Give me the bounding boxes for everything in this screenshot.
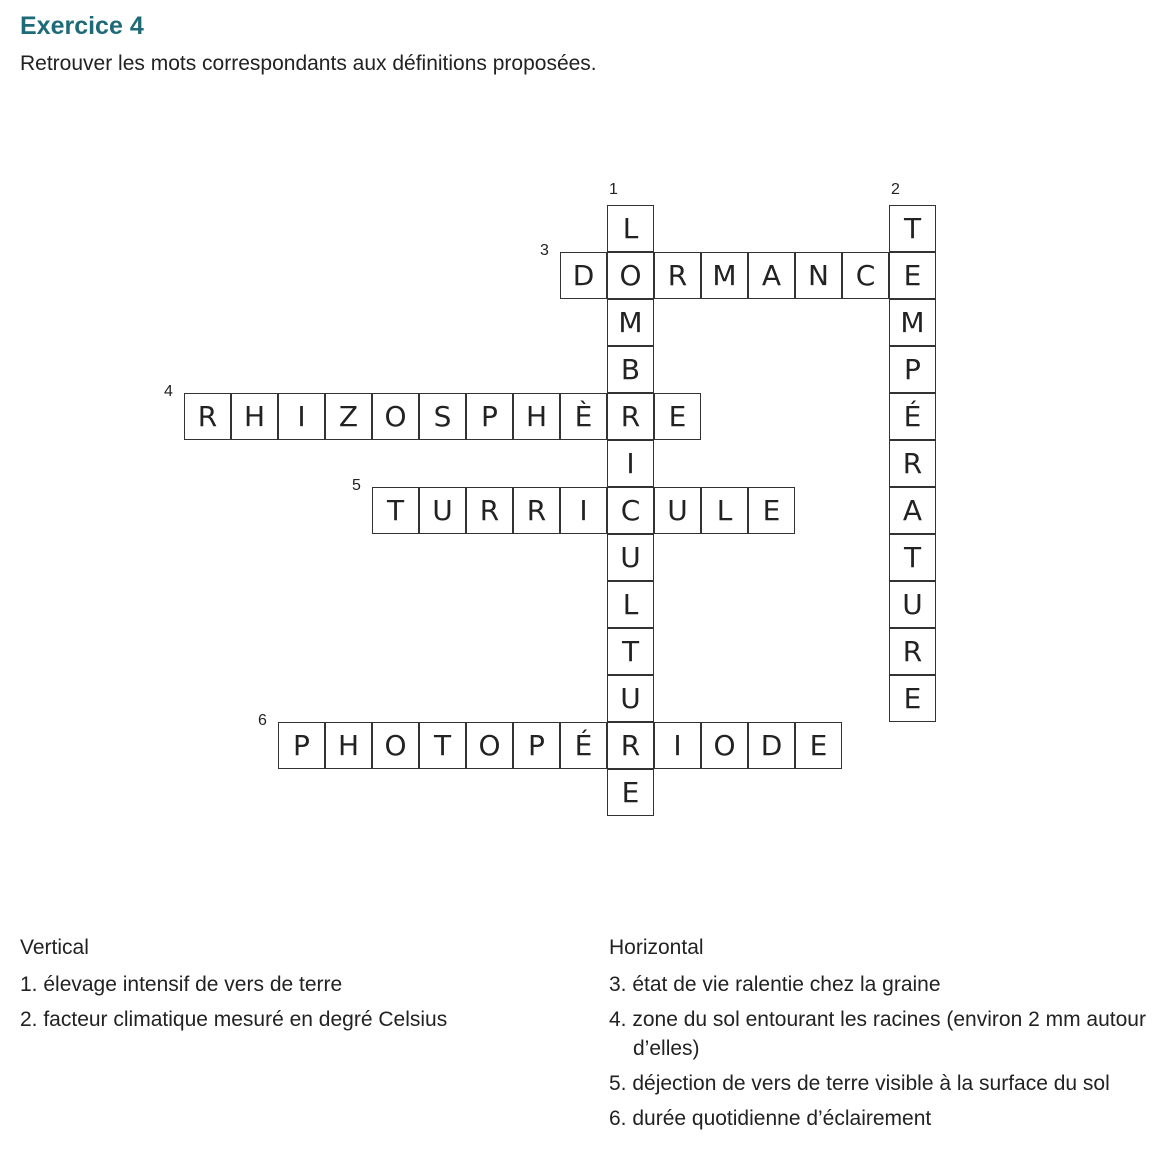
- grid-cell[interactable]: E: [748, 487, 795, 534]
- horizontal-clue-6: 6. durée quotidienne d’éclairement: [609, 1107, 932, 1130]
- grid-cell[interactable]: R: [889, 440, 936, 487]
- grid-cell[interactable]: A: [889, 487, 936, 534]
- grid-cell[interactable]: O: [372, 722, 419, 769]
- grid-cell[interactable]: E: [654, 393, 701, 440]
- vertical-clue-list: [20, 970, 560, 1040]
- grid-cell[interactable]: T: [889, 205, 936, 252]
- grid-cell[interactable]: R: [607, 393, 654, 440]
- grid-cell[interactable]: H: [513, 393, 560, 440]
- grid-cell[interactable]: L: [607, 205, 654, 252]
- grid-cell[interactable]: P: [513, 722, 560, 769]
- grid-cell[interactable]: L: [701, 487, 748, 534]
- exercise-title: Exercice 4: [20, 12, 144, 40]
- clue-number-1: 1: [609, 181, 618, 198]
- grid-cell[interactable]: T: [889, 534, 936, 581]
- grid-cell[interactable]: E: [889, 252, 936, 299]
- grid-cell[interactable]: O: [372, 393, 419, 440]
- grid-cell[interactable]: E: [607, 769, 654, 816]
- vertical-heading: Vertical: [20, 936, 89, 959]
- horizontal-clue-5: 5. déjection de vers de terre visible à la surface du sol: [609, 1072, 1110, 1095]
- exercise-instruction: Retrouver les mots correspondants aux définitions proposées.: [20, 52, 597, 75]
- grid-cell[interactable]: D: [560, 252, 607, 299]
- grid-cell[interactable]: P: [889, 346, 936, 393]
- grid-cell[interactable]: P: [466, 393, 513, 440]
- vertical-clue-1: 1. élevage intensif de vers de terre: [20, 973, 343, 996]
- grid-cell[interactable]: B: [607, 346, 654, 393]
- horizontal-clue-3: 3. état de vie ralentie chez la graine: [609, 973, 941, 996]
- grid-cell[interactable]: T: [419, 722, 466, 769]
- grid-cell[interactable]: U: [607, 534, 654, 581]
- grid-cell[interactable]: P: [278, 722, 325, 769]
- grid-cell[interactable]: E: [795, 722, 842, 769]
- grid-cell[interactable]: R: [466, 487, 513, 534]
- clue-number-2: 2: [891, 181, 900, 198]
- grid-cell[interactable]: U: [419, 487, 466, 534]
- horizontal-clue-list: [609, 970, 1154, 1139]
- grid-cell[interactable]: U: [654, 487, 701, 534]
- grid-cell[interactable]: M: [889, 299, 936, 346]
- grid-cell[interactable]: O: [701, 722, 748, 769]
- grid-cell[interactable]: M: [607, 299, 654, 346]
- grid-cell[interactable]: È: [560, 393, 607, 440]
- grid-cell[interactable]: O: [466, 722, 513, 769]
- grid-cell[interactable]: E: [889, 675, 936, 722]
- grid-cell[interactable]: C: [842, 252, 889, 299]
- clue-number-5: 5: [352, 477, 361, 494]
- grid-cell[interactable]: T: [607, 628, 654, 675]
- grid-cell[interactable]: I: [278, 393, 325, 440]
- grid-cell[interactable]: R: [513, 487, 560, 534]
- clue-number-6: 6: [258, 712, 267, 729]
- grid-cell[interactable]: N: [795, 252, 842, 299]
- horizontal-clue-4: 4. zone du sol entourant les racines (environ 2 mm autour d’elles): [609, 1008, 1146, 1060]
- grid-cell[interactable]: C: [607, 487, 654, 534]
- grid-cell[interactable]: A: [748, 252, 795, 299]
- grid-cell[interactable]: U: [607, 675, 654, 722]
- grid-cell[interactable]: R: [654, 252, 701, 299]
- grid-cell[interactable]: I: [654, 722, 701, 769]
- clue-number-3: 3: [540, 242, 549, 259]
- grid-cell[interactable]: L: [607, 581, 654, 628]
- grid-cell[interactable]: R: [607, 722, 654, 769]
- grid-cell[interactable]: H: [325, 722, 372, 769]
- grid-cell[interactable]: T: [372, 487, 419, 534]
- grid-cell[interactable]: H: [231, 393, 278, 440]
- grid-cell[interactable]: Z: [325, 393, 372, 440]
- grid-cell[interactable]: R: [889, 628, 936, 675]
- grid-cell[interactable]: S: [419, 393, 466, 440]
- clue-number-4: 4: [164, 383, 173, 400]
- vertical-clue-2: 2. facteur climatique mesuré en degré Celsius: [20, 1008, 448, 1031]
- grid-cell[interactable]: I: [560, 487, 607, 534]
- grid-cell[interactable]: I: [607, 440, 654, 487]
- grid-cell[interactable]: É: [560, 722, 607, 769]
- horizontal-heading: Horizontal: [609, 936, 704, 959]
- grid-cell[interactable]: É: [889, 393, 936, 440]
- grid-cell[interactable]: U: [889, 581, 936, 628]
- grid-cell[interactable]: O: [607, 252, 654, 299]
- grid-cell[interactable]: R: [184, 393, 231, 440]
- grid-cell[interactable]: M: [701, 252, 748, 299]
- grid-cell[interactable]: D: [748, 722, 795, 769]
